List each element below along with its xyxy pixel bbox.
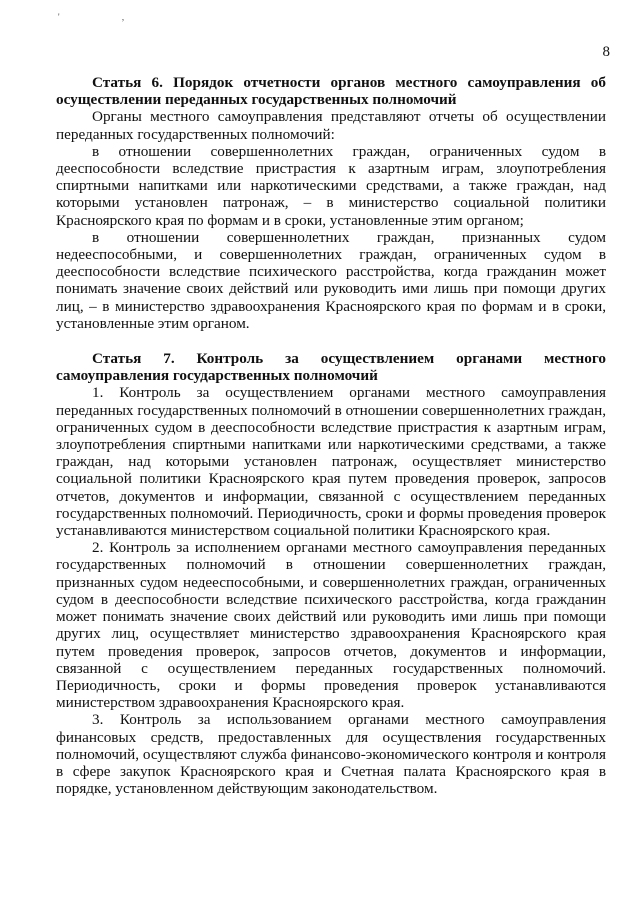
article-7 [56,350,606,797]
article-7-clause-2: 2. Контроль за исполнением органами местного самоуправления переданных государственных полномочий в отношении совершеннолетних граждан, признанных судом недееспособными, и совершеннолетних граждан, ограниченных судом в дееспособности вследствие психического расстройства, когда гражданин может понимать значение своих действий или руководить ими лишь при помощи других лиц, осуществляет министерство здравоохранения Красноярского края путем проведения проверок, запросов отчетов, документов и информации, связанной с осуществлением переданных государственных полномочий. Периодичность, сроки и формы проведения проверок устанавливаются министерством здравоохранения Красноярского края. [56,539,606,712]
article-7-clause-3: 3. Контроль за использованием органами местного самоуправления финансовых средств, предоставленных для осуществления государственных полномочий, осуществляют служба финансово-экономического контроля и контроля в сфере закупок Красноярского края и Счетная палата Красноярского края в порядке, установленном действующим законодательством. [56,711,606,798]
article-7-heading: Статья 7. Контроль за осуществлением органами местного самоуправления государственных полномочий [56,350,606,385]
document-body [56,74,606,797]
article-6 [56,74,606,332]
article-6-intro-paragraph: Органы местного самоуправления представляют отчеты об осуществлении переданных государственных полномочий: [56,108,606,143]
article-separator [56,332,606,350]
article-7-clause-1: 1. Контроль за осуществлением органами местного самоуправления переданных государственных полномочий в отношении совершеннолетних граждан, ограниченных судом в дееспособности вследствие пристрастия к азартным играм, злоупотребления спиртными напитками или наркотическими средствами, а также граждан, над которыми установлен патронаж, осуществляет министерство социальной политики Красноярского края путем проведения проверок, запросов отчетов, документов и информации, связанной с осуществлением переданных государственных полномочий. Периодичность, сроки и формы проведения проверок устанавливаются министерством социальной политики Красноярского края. [56,384,606,540]
page-number: 8 [602,44,610,60]
article-6-social-policy-paragraph: в отношении совершеннолетних граждан, ограниченных судом в дееспособности вследствие пристрастия к азартным играм, злоупотребления спиртными напитками или наркотическими средствами, а также граждан, над которыми установлен патронаж, – в министерство социальной политики Красноярского края по формам и в сроки, установленные этим органом; [56,142,606,229]
scan-corner-marks: ' , [58,12,155,22]
article-6-heading: Статья 6. Порядок отчетности органов местного самоуправления об осуществлении переданных государственных полномочий [56,74,606,109]
article-6-health-paragraph: в отношении совершеннолетних граждан, признанных судом недееспособными, и совершеннолетних граждан, ограниченных судом в дееспособности вследствие психического расстройства, когда гражданин может понимать значение своих действий или руководить ими лишь при помощи других лиц, – в министерство здравоохранения Красноярского края по формам и в сроки, установленные этим органом. [56,228,606,332]
